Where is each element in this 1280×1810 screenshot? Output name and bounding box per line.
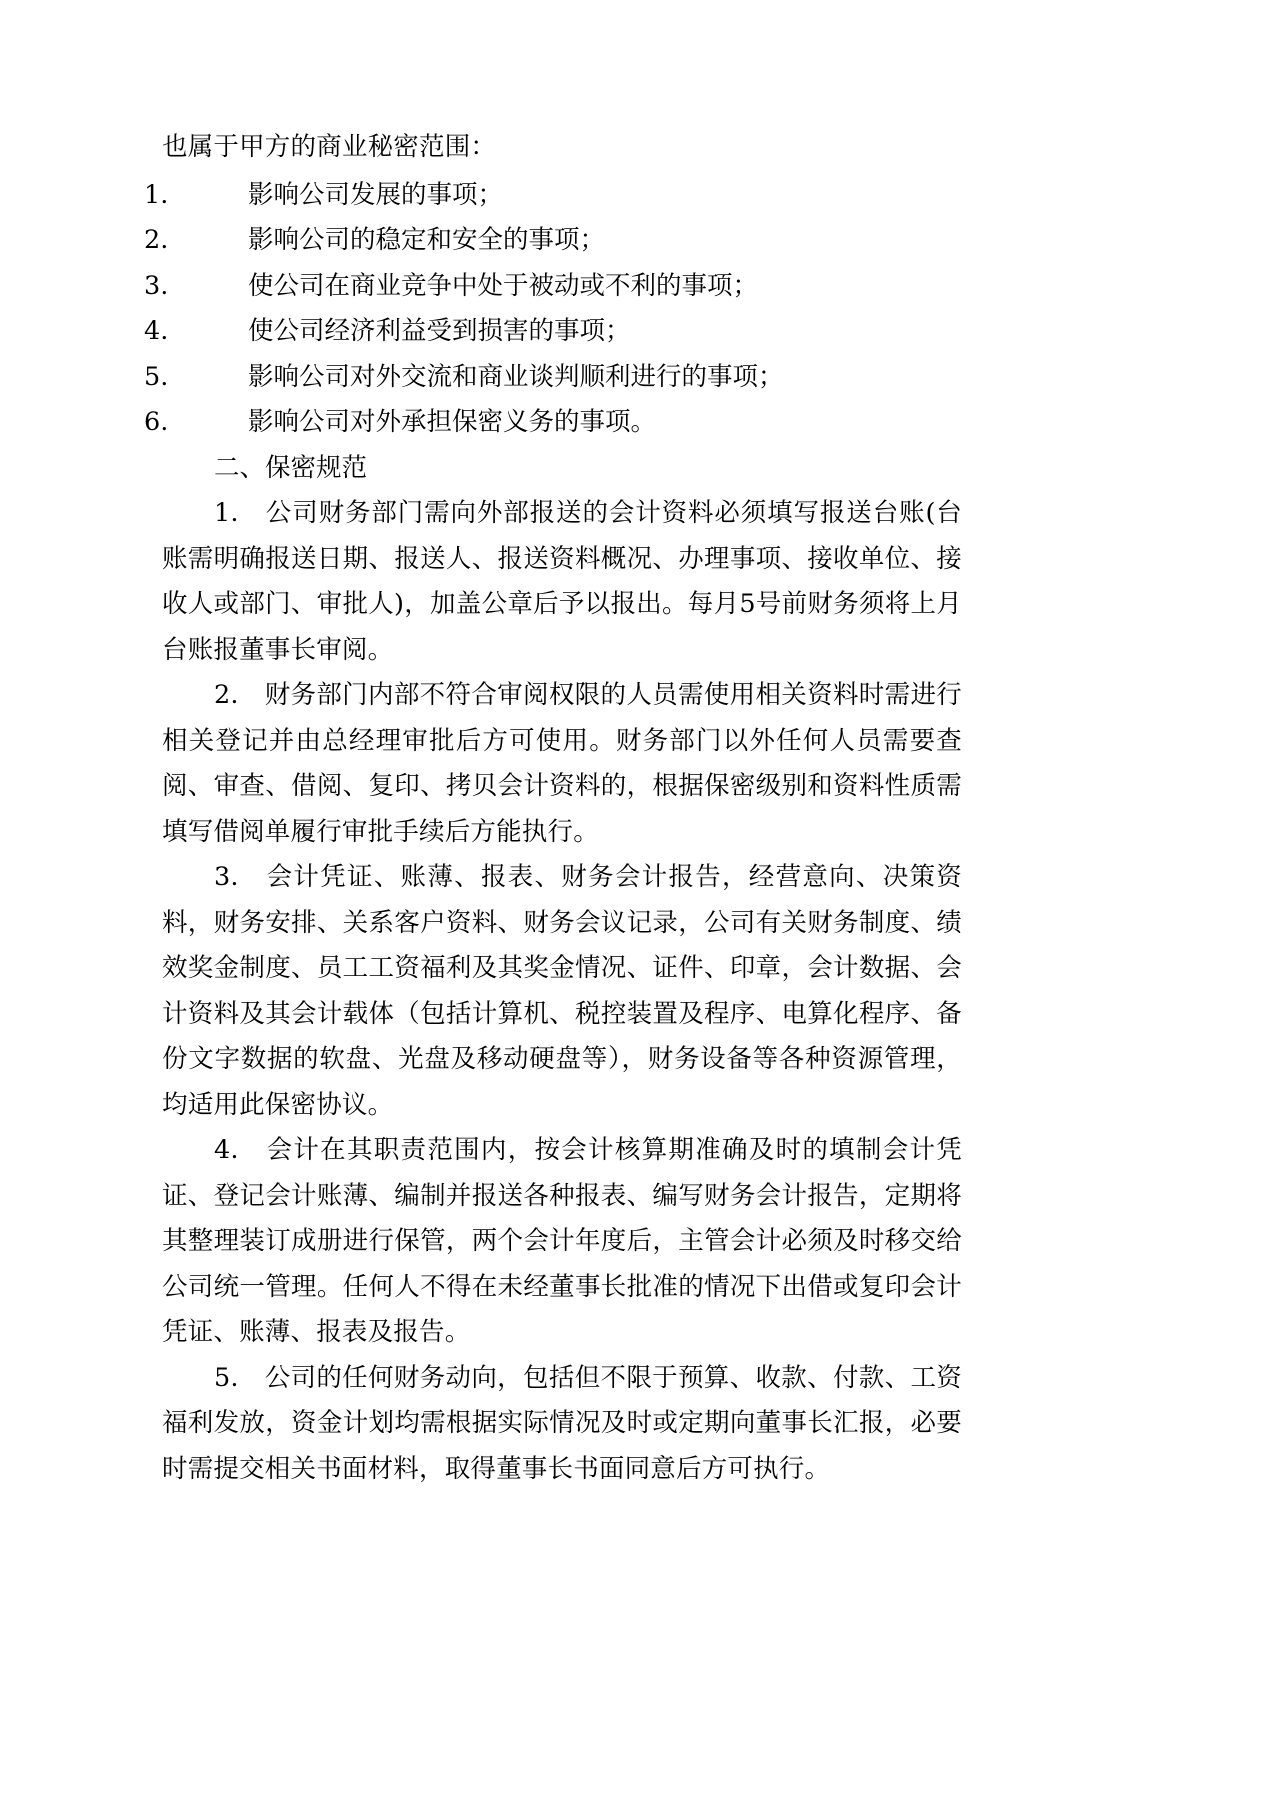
list-item-number: 6. [144, 407, 169, 437]
clause-paragraph-4: 4. 会计在其职责范围内，按会计核算期准确及时的填制会计凭证、登记会计账薄、编制并报送各种报表、编写财务会计报告，定期将其整理装订成册进行保管，两个会计年度后，主管会计必须及时移交给公司统一管理。任何人不得在未经董事长批准的情况下出借或复印会计凭证、账薄、报表及报告。 [162, 1135, 962, 1347]
lead-paragraph: 也属于甲方的商业秘密范围： [162, 132, 497, 162]
list-item-number: 5. [144, 361, 169, 392]
list-item [144, 264, 962, 310]
list-item-number: 4. [144, 316, 169, 346]
list-item-number: 3. [144, 270, 169, 301]
list-item-text: 影响公司对外承担保密义务的事项。 [248, 407, 657, 437]
list-item-number: 1. [144, 179, 169, 210]
clause-paragraph-1: 1. 公司财务部门需向外部报送的会计资料必须填写报送台账(台账需明确报送日期、报送人、报送资料概况、办理事项、接收单位、接收人或部门、审批人)，加盖公章后予以报出。每月5号前财务须将上月台账报董事长审阅。 [162, 498, 962, 665]
clause-paragraph-2: 2. 财务部门内部不符合审阅权限的人员需使用相关资料时需进行相关登记并由总经理审批后方可使用。财务部门以外任何人员需要查阅、审查、借阅、复印、拷贝会计资料的，根据保密级别和资料性质需填写借阅单履行审批手续后方能执行。 [162, 680, 962, 847]
list-item [144, 173, 962, 219]
list-item-text: 使公司在商业竞争中处于被动或不利的事项； [248, 270, 759, 301]
list-item [144, 400, 962, 446]
list-item [144, 309, 962, 355]
list-item-text: 使公司经济利益受到损害的事项； [248, 316, 631, 346]
list-item [144, 218, 962, 264]
list-item-text: 影响公司发展的事项； [248, 179, 504, 210]
list-item-text: 影响公司的稳定和安全的事项； [248, 225, 606, 255]
clause-paragraph-5: 5. 公司的任何财务动向，包括但不限于预算、收款、付款、工资福利发放，资金计划均需根据实际情况及时或定期向董事长汇报，必要时需提交相关书面材料，取得董事长书面同意后方可执行。 [162, 1362, 962, 1484]
list-item-text: 影响公司对外交流和商业谈判顺利进行的事项； [248, 361, 784, 392]
clause-paragraph-3: 3. 会计凭证、账薄、报表、财务会计报告，经营意向、决策资料，财务安排、关系客户资料、财务会议记录，公司有关财务制度、绩效奖金制度、员工工资福利及其奖金情况、证件、印章，会计数据、会计资料及其会计载体（包括计算机、税控装置及程序、电算化程序、备份文字数据的软盘、光盘及移动硬盘等），财务设备等各种资源管理，均适用此保密协议。 [162, 862, 962, 1120]
section-heading-two: 二、保密规范 [214, 452, 368, 483]
list-item [144, 355, 962, 401]
page-content [144, 125, 962, 1492]
list-item-number: 2. [144, 225, 169, 255]
secret-scope-list [144, 173, 962, 446]
